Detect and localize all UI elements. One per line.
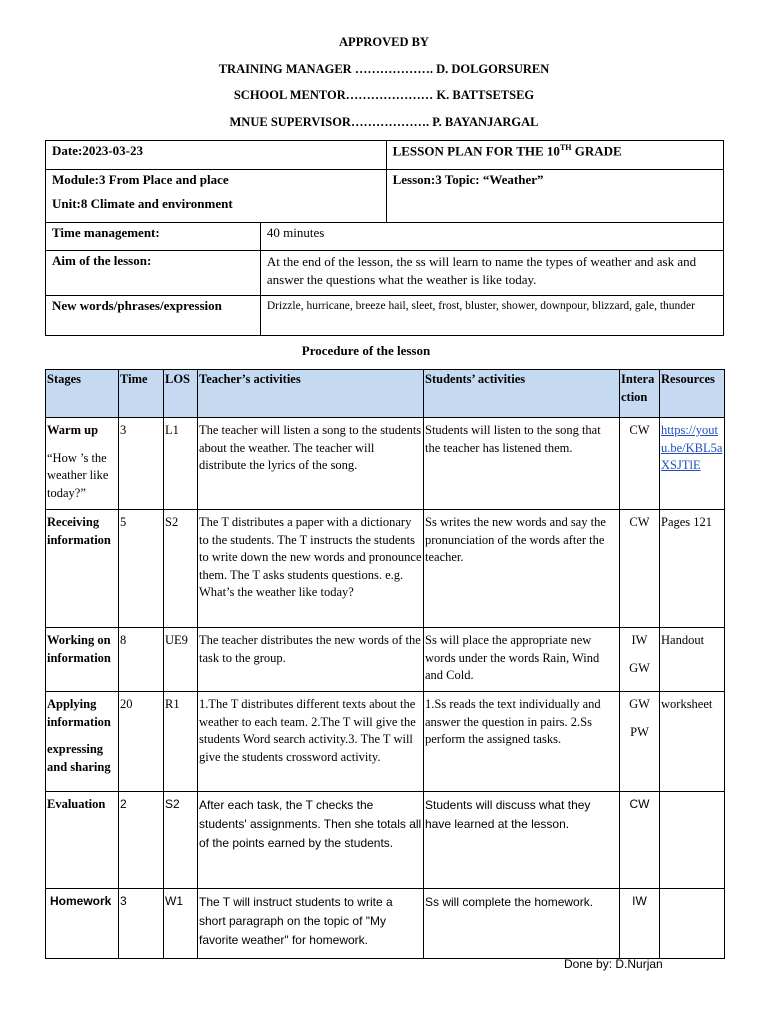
time-cell: 3 [119,418,164,510]
aim-value: At the end of the lesson, the ss will learn to name the types of weather and ask and answer the questions what the weather is like today. [260,251,723,296]
student-activity: Ss writes the new words and say the pronunciation of the words after the teacher. [424,510,620,628]
time-cell: 5 [119,510,164,628]
stage-cell [46,692,119,792]
time-cell: 3 [119,889,164,959]
stage-subtitle: “How ’s the weather like today?” [47,450,109,500]
interaction-mode: IW [631,633,648,647]
table-row [46,628,725,692]
time-cell: 20 [119,692,164,792]
table-row [46,418,725,510]
new-words-label: New words/phrases/expression [46,296,261,336]
student-activity: Ss will place the appropriate new words under the words Rain, Wind and Cold. [424,628,620,692]
new-words-value: Drizzle, hurricane, breeze hail, sleet, frost, bluster, shower, downpour, blizzard, gale, thunder [260,296,723,336]
approved-by-title: APPROVED BY [339,35,429,49]
table-row [46,889,725,959]
teacher-activity: The teacher distributes the new words of the task to the group. [198,628,424,692]
interaction-mode-secondary: PW [630,724,649,739]
procedure-header-row [46,370,725,418]
interaction-mode: CW [629,515,650,529]
resources-cell [660,889,725,959]
module-text: Module:3 From Place and place [52,172,229,187]
plan-title-cell [386,141,723,170]
interaction-cell [620,792,660,889]
los-cell: S2 [164,792,198,889]
resources-cell [660,792,725,889]
plan-title-sup: TH [559,143,572,152]
stage-subtitle: expressing and sharing [47,742,111,774]
interaction-cell [620,628,660,692]
teacher-activity: 1.The T distributes different texts about the weather to each team. 2.The T will give the students Word search activity.3. The T will give the students crossword activity. [198,692,424,792]
los-cell: UE9 [164,628,198,692]
plan-title: LESSON PLAN FOR THE 10 [392,143,560,159]
interaction-cell [620,510,660,628]
stage-name: Homework [50,894,112,908]
los-cell: R1 [164,692,198,792]
done-by: Done by: D.Nurjan [564,957,663,971]
los-cell: S2 [164,510,198,628]
interaction-mode-secondary: GW [629,660,650,675]
lesson-date: Date:2023-03-23 [52,143,143,158]
school-mentor-line: SCHOOL MENTOR………………… K. BATTSETSEG [233,88,535,102]
col-students: Students’ activities [424,370,620,418]
aim-label: Aim of the lesson: [46,251,261,296]
time-value: 40 minutes [260,223,723,251]
time-label: Time management: [46,223,261,251]
supervisor-line: MNUE SUPERVISOR………………. P. BAYANJARGAL [229,115,539,129]
teacher-activity: The T will instruct students to write a short paragraph on the topic of "My favorite weather" for homework. [198,889,424,959]
stage-name: Evaluation [47,797,106,811]
stage-cell [46,889,119,959]
plan-grade: GRADE [571,143,622,159]
date-cell [46,141,387,170]
stage-name: Applying information [47,697,111,729]
table-row [46,510,725,628]
student-activity: 1.Ss reads the text individually and answer the question in pairs. 2.Ss perform the assigned tasks. [424,692,620,792]
los-cell: L1 [164,418,198,510]
interaction-cell [620,418,660,510]
procedure-table [45,369,725,959]
unit-text: Unit:8 Climate and environment [52,196,233,211]
stage-cell [46,792,119,889]
los-cell: W1 [164,889,198,959]
lesson-info-table [45,140,724,336]
teacher-activity: After each task, the T checks the students' assignments. Then she totals all of the points earned by the students. [198,792,424,889]
table-row [46,692,725,792]
stage-cell [46,628,119,692]
training-manager-line: TRAINING MANAGER ………………. D. DOLGORSUREN [218,62,550,76]
time-cell: 8 [119,628,164,692]
col-teacher: Teacher’s activities [198,370,424,418]
col-time: Time [119,370,164,418]
stage-name: Working on information [47,633,111,665]
col-los: LOS [164,370,198,418]
stage-name: Warm up [47,423,99,437]
student-activity: Students will listen to the song that the teacher has listened them. [424,418,620,510]
stage-name: Receiving information [47,515,111,547]
resources-cell [660,418,725,510]
time-cell: 2 [119,792,164,889]
lesson-topic: Lesson:3 Topic: “Weather” [392,172,544,187]
interaction-mode: CW [629,797,650,811]
col-stages: Stages [46,370,119,418]
procedure-title: Procedure of the lesson [301,343,431,358]
teacher-activity: The teacher will listen a song to the students about the weather. The teacher will distribute the lyrics of the song. [198,418,424,510]
interaction-cell [620,692,660,792]
student-activity: Students will discuss what they have learned at the lesson. [424,792,620,889]
col-resources: Resources [660,370,725,418]
resources-cell: worksheet [660,692,725,792]
stage-cell [46,418,119,510]
lesson-topic-cell [386,170,723,223]
col-interaction: Interaction [620,370,660,418]
resource-link[interactable]: https://youtu.be/KBL5aXSJTlE [661,423,723,472]
resources-cell: Handout [660,628,725,692]
interaction-mode: IW [632,894,647,908]
interaction-cell [620,889,660,959]
interaction-mode: GW [629,697,650,711]
resources-cell: Pages 121 [660,510,725,628]
student-activity: Ss will complete the homework. [424,889,620,959]
interaction-mode: CW [629,423,650,437]
teacher-activity: The T distributes a paper with a dictionary to the students. The T instructs the students to write down the new words and pronounce them. The T asks students questions. e.g. What’s the weather like today? [198,510,424,628]
module-unit-cell [46,170,387,223]
table-row [46,792,725,889]
stage-cell [46,510,119,628]
